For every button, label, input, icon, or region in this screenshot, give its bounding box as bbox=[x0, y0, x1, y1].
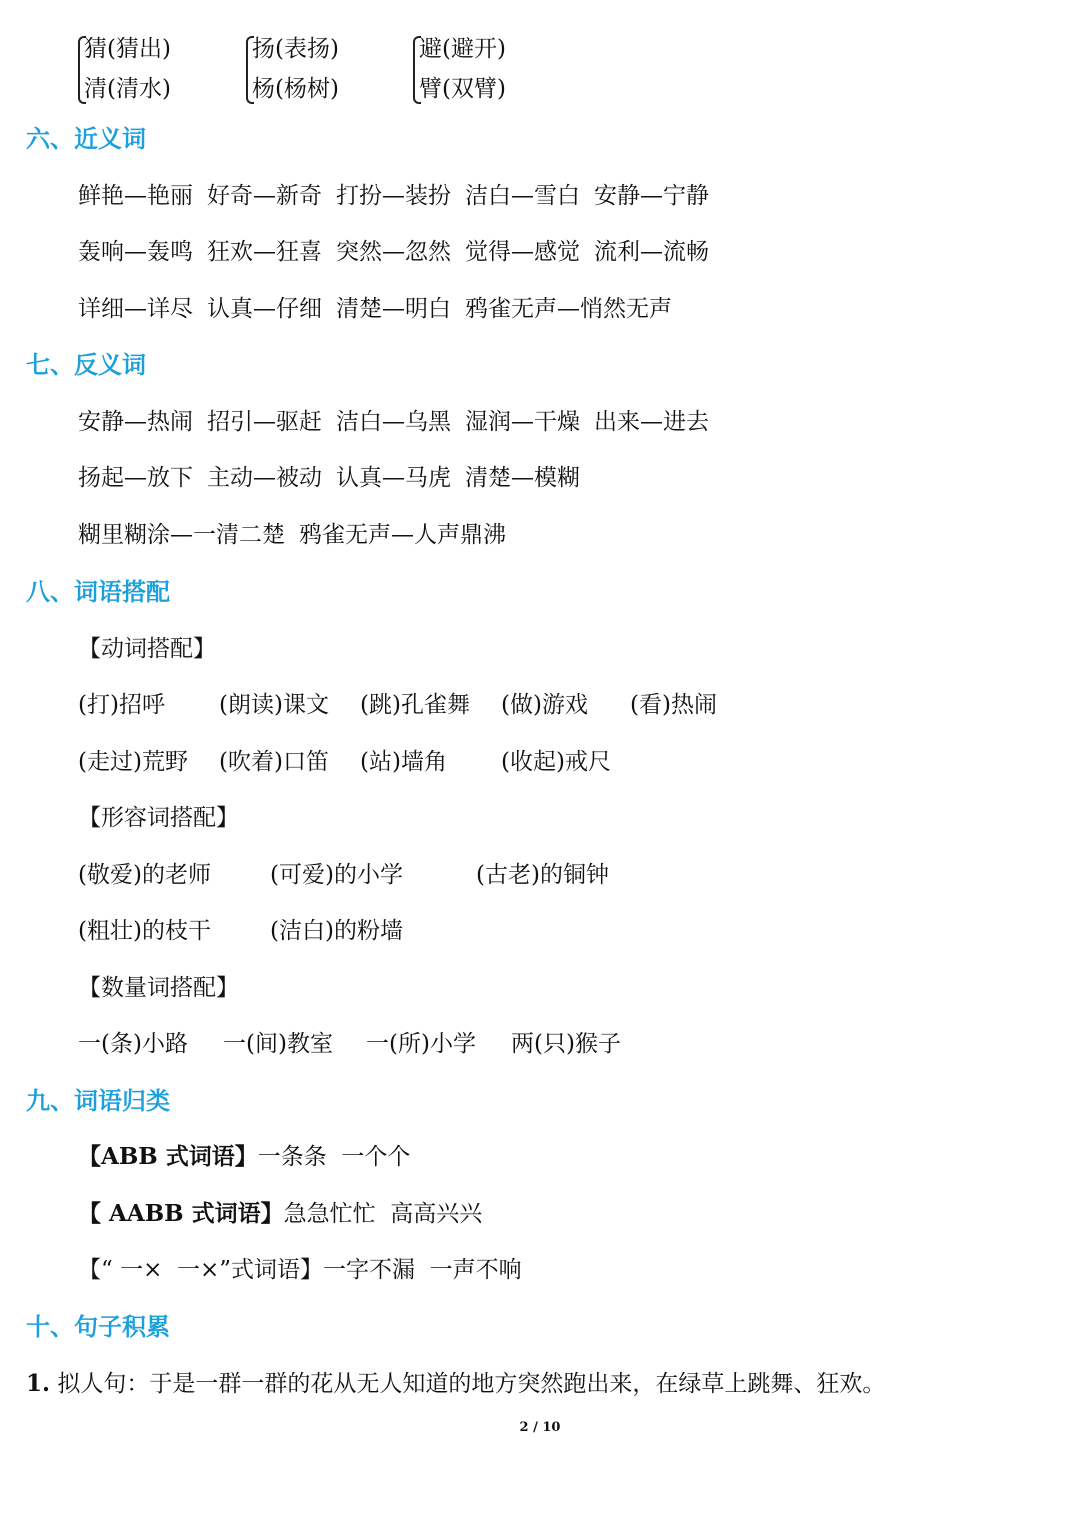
collocation: (吹着)口笛 bbox=[219, 749, 329, 775]
collocation: (做)游戏 bbox=[501, 692, 588, 718]
synonym-row bbox=[78, 293, 672, 325]
word-pair: 好奇—新奇 bbox=[207, 183, 322, 209]
word-pair: 主动—被动 bbox=[207, 465, 322, 491]
section-heading-synonyms: 六、近义词 bbox=[26, 125, 146, 153]
category-label: 【“ 一× 一×”式词语】 bbox=[78, 1257, 323, 1283]
word-pair: 鸦雀无声—悄然无声 bbox=[465, 296, 672, 322]
collocation: 一(条)小路 bbox=[78, 1031, 188, 1057]
word-pair: 鸦雀无声—人声鼎沸 bbox=[299, 522, 506, 548]
word-pair: 狂欢—狂喜 bbox=[207, 239, 322, 265]
word-pair: 安静—热闹 bbox=[78, 409, 193, 435]
category-words: 急急忙忙 高高兴兴 bbox=[283, 1201, 483, 1227]
synonym-row bbox=[78, 236, 709, 268]
char-word: 杨(杨树) bbox=[252, 76, 339, 102]
collocation: 两(只)猴子 bbox=[511, 1031, 621, 1057]
sentence-text: 拟人句：于是一群一群的花从无人知道的地方突然跑出来，在绿草上跳舞、狂欢。 bbox=[57, 1371, 886, 1397]
category-words: 一条条 一个个 bbox=[257, 1144, 411, 1170]
antonym-row bbox=[78, 462, 580, 494]
word-pair: 安静—宁静 bbox=[594, 183, 709, 209]
word-pair: 轰响—轰鸣 bbox=[78, 239, 193, 265]
collocation: (站)墙角 bbox=[360, 749, 447, 775]
antonym-row bbox=[78, 519, 506, 551]
collocation: (看)热闹 bbox=[630, 692, 717, 718]
collocation: (洁白)的粉墙 bbox=[270, 918, 403, 944]
sentence-item bbox=[26, 1368, 885, 1400]
word-pair: 出来—进去 bbox=[594, 409, 709, 435]
adjective-collocation-label: 【形容词搭配】 bbox=[78, 805, 239, 831]
word-pair: 觉得—感觉 bbox=[465, 239, 580, 265]
antonym-row bbox=[78, 406, 709, 438]
collocation: (跳)孔雀舞 bbox=[360, 692, 470, 718]
section-heading-collocations: 八、词语搭配 bbox=[26, 578, 170, 606]
collocation: (可爱)的小学 bbox=[270, 862, 403, 888]
word-pair: 湿润—干燥 bbox=[465, 409, 580, 435]
word-pair: 鲜艳—艳丽 bbox=[78, 183, 193, 209]
collocation: (打)招呼 bbox=[78, 692, 165, 718]
verb-collocation-label: 【动词搭配】 bbox=[78, 636, 216, 662]
word-pair: 清楚—明白 bbox=[336, 296, 451, 322]
section-heading-antonyms: 七、反义词 bbox=[26, 351, 146, 379]
char-word: 避(避开) bbox=[419, 36, 506, 62]
word-pair: 招引—驱赶 bbox=[207, 409, 322, 435]
collocation: 一(所)小学 bbox=[366, 1031, 476, 1057]
section-heading-sentences: 十、句子积累 bbox=[26, 1313, 170, 1341]
word-category-line bbox=[78, 1254, 522, 1286]
word-pair: 打扮—装扮 bbox=[336, 183, 451, 209]
word-pair: 流利—流畅 bbox=[594, 239, 709, 265]
word-pair: 扬起—放下 bbox=[78, 465, 193, 491]
category-words: 一字不漏 一声不响 bbox=[323, 1257, 522, 1283]
page-number: 2 / 10 bbox=[519, 1420, 561, 1435]
item-number: 1. bbox=[26, 1370, 51, 1397]
char-word: 臂(双臂) bbox=[419, 76, 506, 102]
collocation: 一(间)教室 bbox=[223, 1031, 333, 1057]
word-category-line bbox=[78, 1141, 410, 1173]
word-pair: 详细—详尽 bbox=[78, 296, 193, 322]
char-word: 猜(猜出) bbox=[84, 36, 171, 62]
category-label: 【ABB 式词语】 bbox=[78, 1143, 258, 1170]
char-word: 清(清水) bbox=[84, 76, 171, 102]
collocation: (走过)荒野 bbox=[78, 749, 188, 775]
word-pair: 糊里糊涂—一清二楚 bbox=[78, 522, 285, 548]
section-heading-word-categories: 九、词语归类 bbox=[26, 1087, 170, 1115]
word-pair: 清楚—模糊 bbox=[465, 465, 580, 491]
quantifier-collocation-label: 【数量词搭配】 bbox=[78, 975, 239, 1001]
collocation: (收起)戒尺 bbox=[501, 749, 611, 775]
word-category-line bbox=[78, 1198, 482, 1230]
word-pair: 洁白—乌黑 bbox=[336, 409, 451, 435]
word-pair: 突然—忽然 bbox=[336, 239, 451, 265]
collocation: (朗读)课文 bbox=[219, 692, 329, 718]
category-label: 【 AABB 式词语】 bbox=[78, 1200, 284, 1227]
collocation: (粗壮)的枝干 bbox=[78, 918, 211, 944]
synonym-row bbox=[78, 180, 709, 212]
word-pair: 认真—仔细 bbox=[207, 296, 322, 322]
word-pair: 认真—马虎 bbox=[336, 465, 451, 491]
word-pair: 洁白—雪白 bbox=[465, 183, 580, 209]
collocation: (古老)的铜钟 bbox=[476, 862, 609, 888]
collocation: (敬爱)的老师 bbox=[78, 862, 211, 888]
char-word: 扬(表扬) bbox=[252, 36, 339, 62]
